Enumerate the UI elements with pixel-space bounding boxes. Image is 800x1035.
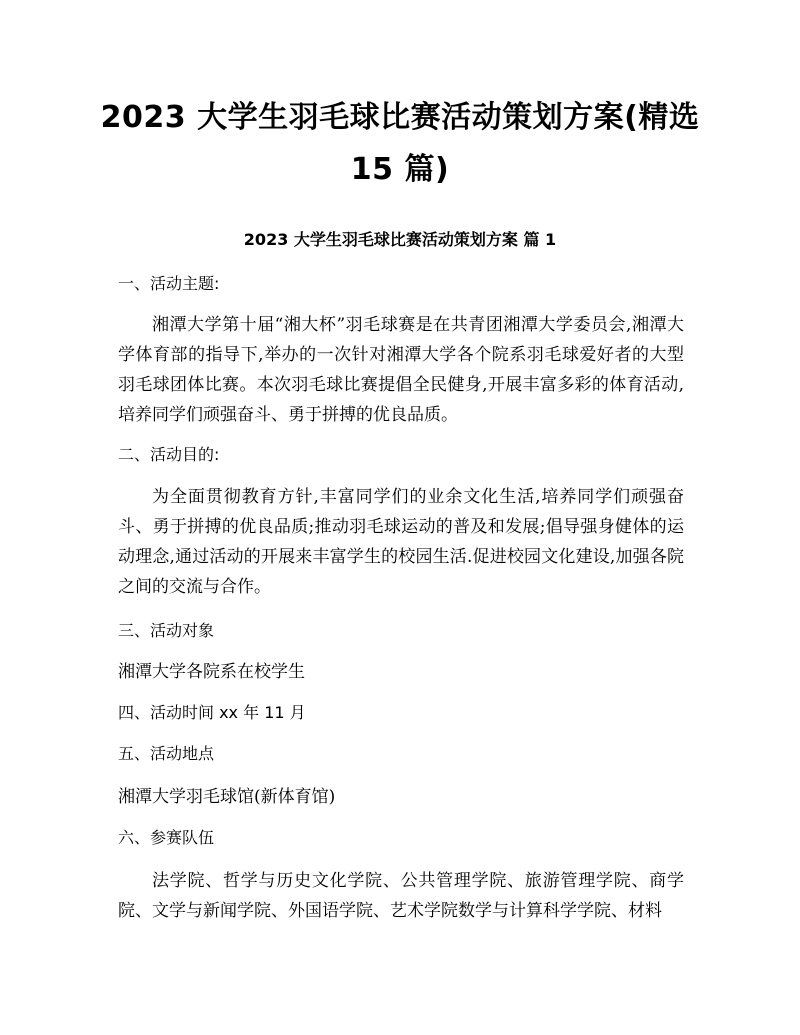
paragraph-activity-theme: 湘潭大学第十届“湘大杯”羽毛球赛是在共青团湘潭大学委员会,湘潭大学体育部的指导下,举办的一次针对湘潭大学各个院系羽毛球爱好者的大型羽毛球团体比赛。本次羽毛球比赛提倡全民健身,开展丰富多彩的体育活动,培养同学们顽强奋斗、勇于拼搏的优良品质。 [118, 315, 684, 425]
activity-venue-text: 湘潭大学羽毛球馆(新体育馆) [118, 787, 336, 807]
heading-activity-purpose: 二、活动目的: [118, 445, 220, 464]
paragraph-activity-purpose: 为全面贯彻教育方针,丰富同学们的业余文化生活,培养同学们顽强奋斗、勇于拼搏的优良品质;推动羽毛球运动的普及和发展;倡导强身健体的运动理念,通过活动的开展来丰富学生的校园生活.促进校园文化建设,加强各院之间的交流与合作。 [118, 487, 684, 597]
heading-activity-target: 三、活动对象 [118, 621, 215, 640]
heading-activity-theme: 一、活动主题: [118, 274, 220, 293]
heading-activity-time: 四、活动时间 xx 年 11 月 [118, 703, 306, 722]
heading-participating-teams: 六、参赛队伍 [118, 828, 215, 847]
document-title: 2023 大学生羽毛球比赛活动策划方案(精选 15 篇) [100, 100, 700, 187]
paragraph-participating-teams: 法学院、哲学与历史文化学院、公共管理学院、旅游管理学院、商学院、文学与新闻学院、外国语学院、艺术学院数学与计算科学学院、材料 [118, 871, 684, 921]
heading-activity-venue: 五、活动地点 [118, 744, 215, 763]
section-title: 2023 大学生羽毛球比赛活动策划方案 篇 1 [243, 230, 557, 249]
activity-target-text: 湘潭大学各院系在校学生 [118, 662, 305, 682]
